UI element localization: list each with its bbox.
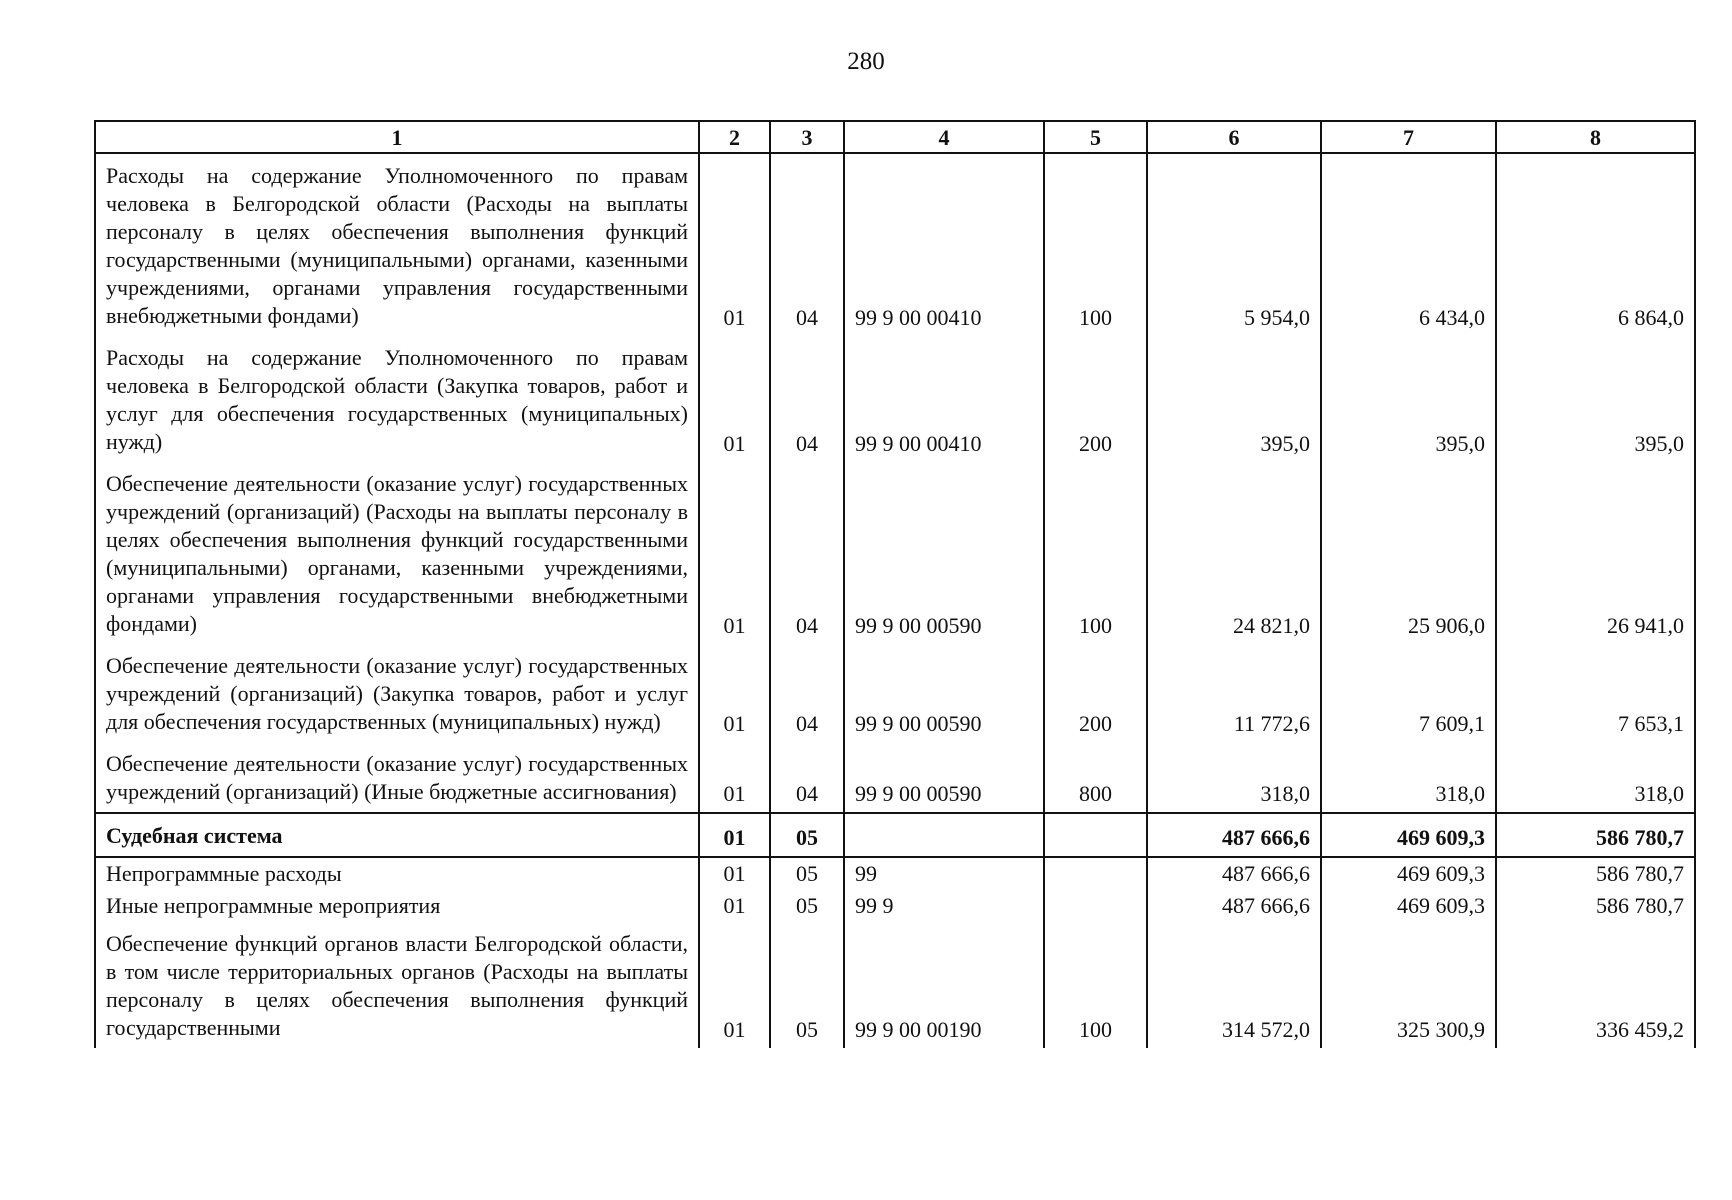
row-name: Судебная система — [95, 813, 699, 857]
row-value-6: 5 954,0 — [1147, 153, 1321, 336]
row-value-6: 395,0 — [1147, 336, 1321, 462]
row-rz: 01 — [699, 742, 770, 813]
row-value-7: 25 906,0 — [1321, 462, 1496, 644]
row-value-7: 469 609,3 — [1321, 857, 1496, 890]
row-pr: 04 — [770, 742, 844, 813]
row-rz: 01 — [699, 857, 770, 890]
row-value-6: 487 666,6 — [1147, 813, 1321, 857]
row-csr: 99 9 00 00590 — [844, 742, 1044, 813]
column-header-6: 6 — [1147, 121, 1321, 153]
row-pr: 05 — [770, 890, 844, 922]
row-name: Расходы на содержание Уполномоченного по правам человека в Белгородской области (Расходы на выплаты персоналу в целях обеспечения выполнения функций государственными (муниципальными) органами, казенными учреждениями, органами управления государственными внебюджетными фондами) — [95, 153, 699, 336]
row-rz: 01 — [699, 922, 770, 1048]
row-name: Обеспечение деятельности (оказание услуг) государственных учреждений (организаций) (Закупка товаров, работ и услуг для обеспечения государственных (муниципальных) нужд) — [95, 644, 699, 742]
budget-table-container — [94, 120, 1694, 1048]
column-header-8: 8 — [1496, 121, 1695, 153]
row-vr — [1044, 813, 1147, 857]
row-pr: 04 — [770, 462, 844, 644]
row-csr: 99 9 00 00190 — [844, 922, 1044, 1048]
row-value-7: 7 609,1 — [1321, 644, 1496, 742]
row-vr: 200 — [1044, 644, 1147, 742]
row-name: Обеспечение функций органов власти Белгородской области, в том числе территориальных органов (Расходы на выплаты персоналу в целях обеспечения выполнения функций государственными — [95, 922, 699, 1048]
table-row — [95, 644, 1695, 742]
row-value-8: 6 864,0 — [1496, 153, 1695, 336]
table-row-section — [95, 813, 1695, 857]
table-row — [95, 857, 1695, 890]
row-rz: 01 — [699, 644, 770, 742]
row-value-8: 586 780,7 — [1496, 857, 1695, 890]
row-pr: 04 — [770, 153, 844, 336]
row-pr: 05 — [770, 857, 844, 890]
row-value-6: 318,0 — [1147, 742, 1321, 813]
row-rz: 01 — [699, 336, 770, 462]
row-pr: 05 — [770, 813, 844, 857]
row-value-6: 11 772,6 — [1147, 644, 1321, 742]
row-value-7: 6 434,0 — [1321, 153, 1496, 336]
row-csr: 99 — [844, 857, 1044, 890]
row-vr: 800 — [1044, 742, 1147, 813]
row-name: Расходы на содержание Уполномоченного по правам человека в Белгородской области (Закупка товаров, работ и услуг для обеспечения государственных (муниципальных) нужд) — [95, 336, 699, 462]
row-csr: 99 9 — [844, 890, 1044, 922]
row-csr: 99 9 00 00410 — [844, 336, 1044, 462]
row-rz: 01 — [699, 813, 770, 857]
row-vr: 200 — [1044, 336, 1147, 462]
row-vr: 100 — [1044, 922, 1147, 1048]
row-value-6: 487 666,6 — [1147, 857, 1321, 890]
row-value-7: 469 609,3 — [1321, 890, 1496, 922]
row-vr: 100 — [1044, 462, 1147, 644]
row-csr: 99 9 00 00590 — [844, 644, 1044, 742]
row-value-8: 7 653,1 — [1496, 644, 1695, 742]
row-pr: 04 — [770, 336, 844, 462]
row-value-7: 325 300,9 — [1321, 922, 1496, 1048]
row-value-8: 395,0 — [1496, 336, 1695, 462]
row-value-7: 395,0 — [1321, 336, 1496, 462]
table-row — [95, 890, 1695, 922]
table-row — [95, 336, 1695, 462]
row-pr: 04 — [770, 644, 844, 742]
row-value-8: 336 459,2 — [1496, 922, 1695, 1048]
column-header-5: 5 — [1044, 121, 1147, 153]
row-name: Непрограммные расходы — [95, 857, 699, 890]
page-number: 280 — [847, 48, 885, 75]
row-name: Иные непрограммные мероприятия — [95, 890, 699, 922]
row-pr: 05 — [770, 922, 844, 1048]
table-row — [95, 462, 1695, 644]
row-vr — [1044, 890, 1147, 922]
column-header-7: 7 — [1321, 121, 1496, 153]
row-name: Обеспечение деятельности (оказание услуг) государственных учреждений (организаций) (Расходы на выплаты персоналу в целях обеспечения выполнения функций государственными (муниципальными) органами, казенными учреждениями, органами управления государственными внебюджетными фондами) — [95, 462, 699, 644]
row-rz: 01 — [699, 890, 770, 922]
table-row — [95, 922, 1695, 1048]
row-vr: 100 — [1044, 153, 1147, 336]
row-value-7: 318,0 — [1321, 742, 1496, 813]
row-value-8: 26 941,0 — [1496, 462, 1695, 644]
budget-table — [94, 120, 1696, 1048]
table-header-row — [95, 121, 1695, 153]
row-vr — [1044, 857, 1147, 890]
row-csr — [844, 813, 1044, 857]
row-value-8: 318,0 — [1496, 742, 1695, 813]
column-header-1: 1 — [95, 121, 699, 153]
row-value-6: 24 821,0 — [1147, 462, 1321, 644]
table-row — [95, 153, 1695, 336]
row-value-7: 469 609,3 — [1321, 813, 1496, 857]
row-value-6: 487 666,6 — [1147, 890, 1321, 922]
row-csr: 99 9 00 00590 — [844, 462, 1044, 644]
row-rz: 01 — [699, 462, 770, 644]
row-csr: 99 9 00 00410 — [844, 153, 1044, 336]
row-value-6: 314 572,0 — [1147, 922, 1321, 1048]
row-name: Обеспечение деятельности (оказание услуг) государственных учреждений (организаций) (Иные бюджетные ассигнования) — [95, 742, 699, 813]
column-header-2: 2 — [699, 121, 770, 153]
row-rz: 01 — [699, 153, 770, 336]
column-header-4: 4 — [844, 121, 1044, 153]
column-header-3: 3 — [770, 121, 844, 153]
row-value-8: 586 780,7 — [1496, 890, 1695, 922]
row-value-8: 586 780,7 — [1496, 813, 1695, 857]
table-row — [95, 742, 1695, 813]
